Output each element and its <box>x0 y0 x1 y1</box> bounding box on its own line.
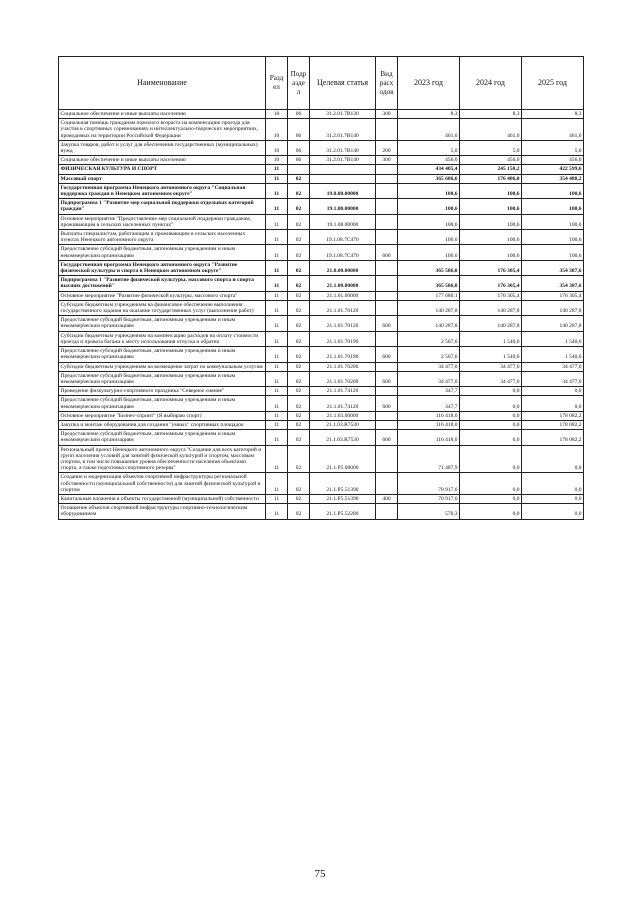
row-podrazdel: 02 <box>288 300 310 315</box>
row-podrazdel: 02 <box>288 174 310 183</box>
table-row <box>59 494 584 503</box>
row-celevaya-statya: 21.1.P5.51390 <box>310 494 376 503</box>
table-row <box>59 445 584 473</box>
row-name: Закупка и монтаж оборудования для создания "умных" спортивных площадок <box>59 420 266 429</box>
row-value-2025: 0,0 <box>522 473 584 495</box>
row-celevaya-statya: 21.1.01.70190 <box>310 331 376 346</box>
row-name: Субсидии бюджетным учреждениям на компенсацию расходов на оплату стоимости проезда и провоза багажа к месту использования отпуска и обратно <box>59 331 266 346</box>
row-value-2025: 0,0 <box>522 445 584 473</box>
row-value-2023: 100,6 <box>398 245 460 260</box>
header-2025: 2025 год <box>522 57 584 110</box>
row-value-2024: 0,0 <box>460 387 522 396</box>
row-name: ФИЗИЧЕСКАЯ КУЛЬТУРА И СПОРТ <box>59 165 266 174</box>
row-value-2023: 116 418,0 <box>398 420 460 429</box>
row-value-2024: 0,0 <box>460 420 522 429</box>
row-value-2025: 140 287,8 <box>522 316 584 331</box>
row-value-2023: 177 680,1 <box>398 291 460 300</box>
row-razdel: 11 <box>266 230 288 245</box>
table-row <box>59 362 584 371</box>
row-value-2024: 8,3 <box>460 110 522 119</box>
row-name: Предоставление субсидий бюджетным, автономным учреждениям и иным некоммерческим организациям <box>59 430 266 445</box>
row-podrazdel: 02 <box>288 494 310 503</box>
row-value-2023: 116 418,0 <box>398 411 460 420</box>
row-name: Социальная помощь гражданам пожилого возраста на компенсацию проезда для участия в спортивных соревнованиях и интеллектуально-творческих мероприятиях, проводимых на территории Российской Федерации <box>59 119 266 141</box>
row-vid-rashodov: 600 <box>376 245 398 260</box>
row-name: Социальное обеспечение и иные выплаты населению <box>59 156 266 165</box>
row-value-2025: 100,6 <box>522 214 584 229</box>
table-row <box>59 140 584 155</box>
row-podrazdel: 02 <box>288 199 310 214</box>
row-name: Субсидии бюджетным учреждениям на возмещение затрат по коммунальным услугам <box>59 362 266 371</box>
row-value-2025: 8,3 <box>522 110 584 119</box>
header-celevaya-statya: Целевая статья <box>310 57 376 110</box>
table-row <box>59 276 584 291</box>
row-name: Предоставление субсидий бюджетным, автономным учреждениям и иным некоммерческим организациям <box>59 316 266 331</box>
row-vid-rashodov: 600 <box>376 347 398 362</box>
row-razdel: 11 <box>266 276 288 291</box>
table-row <box>59 199 584 214</box>
row-podrazdel: 02 <box>288 396 310 411</box>
row-celevaya-statya: 19.0.00.00000 <box>310 183 376 198</box>
row-value-2023: 365 686,6 <box>398 174 460 183</box>
row-value-2025: 5,0 <box>522 140 584 155</box>
row-value-2023: 5,0 <box>398 140 460 155</box>
row-podrazdel: 02 <box>288 362 310 371</box>
row-podrazdel: 02 <box>288 245 310 260</box>
row-podrazdel: 02 <box>288 183 310 198</box>
row-razdel: 11 <box>266 174 288 183</box>
table-row <box>59 396 584 411</box>
table-row <box>59 420 584 429</box>
row-name: Социальное обеспечение и иные выплаты населению <box>59 110 266 119</box>
table-row <box>59 214 584 229</box>
row-vid-rashodov <box>376 230 398 245</box>
row-value-2023: 434 405,4 <box>398 165 460 174</box>
row-value-2024: 176 305,4 <box>460 291 522 300</box>
row-value-2024: 100,6 <box>460 214 522 229</box>
row-value-2024: 461,0 <box>460 119 522 141</box>
row-value-2024: 0,0 <box>460 494 522 503</box>
row-value-2025: 354 387,6 <box>522 276 584 291</box>
row-value-2025: 178 082,2 <box>522 411 584 420</box>
row-value-2025: 456,0 <box>522 156 584 165</box>
row-celevaya-statya: 31.2.01.7В140 <box>310 119 376 141</box>
row-razdel: 11 <box>266 420 288 429</box>
row-celevaya-statya: 21.1.03.00000 <box>310 411 376 420</box>
row-name: Проведение физкультурно-спортивного праздника "Северное сияние" <box>59 387 266 396</box>
row-razdel: 11 <box>266 387 288 396</box>
row-vid-rashodov <box>376 331 398 346</box>
row-value-2025: 100,6 <box>522 199 584 214</box>
row-vid-rashodov <box>376 411 398 420</box>
row-value-2024: 140 287,8 <box>460 316 522 331</box>
row-value-2023: 70 917,6 <box>398 494 460 503</box>
row-value-2023: 570,3 <box>398 504 460 519</box>
row-value-2025: 461,0 <box>522 119 584 141</box>
table-row <box>59 245 584 260</box>
row-podrazdel: 02 <box>288 445 310 473</box>
row-value-2023: 100,6 <box>398 214 460 229</box>
table-row <box>59 504 584 519</box>
table-row <box>59 165 584 174</box>
row-razdel: 11 <box>266 260 288 275</box>
row-celevaya-statya: 19.1.08.7С470 <box>310 245 376 260</box>
row-celevaya-statya: 21.1.01.74120 <box>310 387 376 396</box>
row-razdel: 11 <box>266 214 288 229</box>
row-razdel: 11 <box>266 494 288 503</box>
row-value-2024: 100,6 <box>460 245 522 260</box>
row-celevaya-statya: 21.1.01.70190 <box>310 347 376 362</box>
row-podrazdel: 06 <box>288 140 310 155</box>
row-value-2023: 2 567,6 <box>398 331 460 346</box>
row-podrazdel: 02 <box>288 430 310 445</box>
table-row <box>59 473 584 495</box>
row-razdel: 11 <box>266 165 288 174</box>
table-row <box>59 430 584 445</box>
row-value-2023: 456,0 <box>398 156 460 165</box>
row-value-2025: 0,0 <box>522 387 584 396</box>
row-podrazdel: 02 <box>288 316 310 331</box>
row-vid-rashodov <box>376 214 398 229</box>
row-vid-rashodov <box>376 300 398 315</box>
header-vid-rashodov: Вид расх одов <box>376 57 398 110</box>
row-vid-rashodov: 400 <box>376 494 398 503</box>
row-podrazdel <box>288 165 310 174</box>
row-podrazdel: 06 <box>288 110 310 119</box>
row-value-2023: 8,3 <box>398 110 460 119</box>
table-row <box>59 371 584 386</box>
row-value-2024: 245 150,2 <box>460 165 522 174</box>
row-razdel: 11 <box>266 316 288 331</box>
row-value-2023: 100,6 <box>398 183 460 198</box>
row-value-2023: 461,0 <box>398 119 460 141</box>
row-celevaya-statya: 21.1.01.74120 <box>310 396 376 411</box>
row-vid-rashodov <box>376 387 398 396</box>
row-razdel: 11 <box>266 445 288 473</box>
row-name: Государственная программа Ненецкого автономного округа "Развитие физической культуры и спорта в Ненецком автономном округе" <box>59 260 266 275</box>
row-value-2025: 178 082,2 <box>522 430 584 445</box>
row-vid-rashodov: 600 <box>376 371 398 386</box>
row-value-2024: 100,6 <box>460 230 522 245</box>
row-value-2024: 0,0 <box>460 396 522 411</box>
row-razdel: 11 <box>266 331 288 346</box>
row-value-2025: 34 477,0 <box>522 362 584 371</box>
table-body <box>59 110 584 520</box>
row-razdel: 10 <box>266 119 288 141</box>
row-value-2023: 140 287,8 <box>398 300 460 315</box>
row-vid-rashodov <box>376 473 398 495</box>
row-razdel: 11 <box>266 430 288 445</box>
row-razdel: 11 <box>266 291 288 300</box>
row-value-2025: 0,0 <box>522 504 584 519</box>
row-value-2024: 5,0 <box>460 140 522 155</box>
row-value-2024: 100,6 <box>460 199 522 214</box>
row-value-2025: 140 287,8 <box>522 300 584 315</box>
row-vid-rashodov <box>376 504 398 519</box>
row-podrazdel: 02 <box>288 214 310 229</box>
row-value-2023: 34 477,0 <box>398 371 460 386</box>
header-podrazdel: Подр азде л <box>288 57 310 110</box>
row-razdel: 11 <box>266 473 288 495</box>
row-celevaya-statya: 31.2.01.7В130 <box>310 110 376 119</box>
row-razdel: 11 <box>266 183 288 198</box>
row-vid-rashodov <box>376 165 398 174</box>
row-value-2024: 34 477,0 <box>460 371 522 386</box>
row-celevaya-statya: 21.0.00.00000 <box>310 260 376 275</box>
row-podrazdel: 02 <box>288 260 310 275</box>
row-value-2025: 1 540,6 <box>522 347 584 362</box>
row-razdel: 10 <box>266 156 288 165</box>
row-value-2025: 34 477,0 <box>522 371 584 386</box>
row-vid-rashodov <box>376 420 398 429</box>
row-vid-rashodov: 600 <box>376 430 398 445</box>
row-celevaya-statya: 21.1.01.00000 <box>310 291 376 300</box>
row-vid-rashodov <box>376 183 398 198</box>
row-vid-rashodov <box>376 445 398 473</box>
row-name: Основное мероприятие "Бизнес-спринт" (Я выбираю спорт) <box>59 411 266 420</box>
table-row <box>59 411 584 420</box>
header-row <box>59 57 584 110</box>
row-value-2025: 354 387,6 <box>522 260 584 275</box>
row-razdel: 11 <box>266 411 288 420</box>
row-name: Субсидии бюджетным учреждениям на финансовое обеспечение выполнения государственного задания на оказание государственных услуг (выполнение работ) <box>59 300 266 315</box>
row-razdel: 11 <box>266 504 288 519</box>
row-name: Предоставление субсидий бюджетным, автономным учреждениям и иным некоммерческим организациям <box>59 347 266 362</box>
row-vid-rashodov: 600 <box>376 316 398 331</box>
row-celevaya-statya: 21.1.P5.52280 <box>310 504 376 519</box>
row-vid-rashodov <box>376 174 398 183</box>
row-name: Создание и модернизация объектов спортивной инфраструктуры региональной собственности (муниципальной собственности) для занятий физической культурой и спортом <box>59 473 266 495</box>
row-razdel: 11 <box>266 199 288 214</box>
row-value-2024: 1 540,6 <box>460 331 522 346</box>
table-row <box>59 316 584 331</box>
row-podrazdel: 02 <box>288 331 310 346</box>
row-name: Предоставление субсидий бюджетным, автономным учреждениям и иным некоммерческим организациям <box>59 371 266 386</box>
row-value-2023: 100,6 <box>398 199 460 214</box>
row-celevaya-statya: 21.1.01.70120 <box>310 300 376 315</box>
row-vid-rashodov: 300 <box>376 110 398 119</box>
row-podrazdel: 06 <box>288 119 310 141</box>
row-value-2024: 0,0 <box>460 504 522 519</box>
row-value-2024: 0,0 <box>460 411 522 420</box>
row-name: Предоставление субсидий бюджетным, автономным учреждениям и иным некоммерческим организациям <box>59 396 266 411</box>
row-vid-rashodov <box>376 260 398 275</box>
row-name: Основное мероприятие "Развитие физической культуры, массового спорта" <box>59 291 266 300</box>
table-row <box>59 300 584 315</box>
row-value-2024: 176 305,4 <box>460 260 522 275</box>
row-value-2025: 100,6 <box>522 230 584 245</box>
row-value-2024: 176 406,0 <box>460 174 522 183</box>
table-row <box>59 119 584 141</box>
row-podrazdel: 02 <box>288 371 310 386</box>
page-number: 75 <box>314 868 326 880</box>
row-podrazdel: 02 <box>288 230 310 245</box>
row-vid-rashodov <box>376 276 398 291</box>
row-vid-rashodov: 600 <box>376 396 398 411</box>
row-name: Оснащение объектов спортивной инфраструктуры спортивно-технологическим оборудованием <box>59 504 266 519</box>
row-value-2024: 100,6 <box>460 183 522 198</box>
header-razdel: Разд ел <box>266 57 288 110</box>
row-value-2025: 422 599,6 <box>522 165 584 174</box>
row-celevaya-statya: 21.1.01.70200 <box>310 362 376 371</box>
row-celevaya-statya: 19.1.00.00000 <box>310 199 376 214</box>
budget-table <box>58 56 584 520</box>
row-value-2023: 34 477,0 <box>398 362 460 371</box>
row-celevaya-statya <box>310 174 376 183</box>
row-vid-rashodov <box>376 199 398 214</box>
row-value-2023: 347,7 <box>398 396 460 411</box>
row-podrazdel: 02 <box>288 387 310 396</box>
row-razdel: 11 <box>266 300 288 315</box>
row-value-2023: 70 917,6 <box>398 473 460 495</box>
row-podrazdel: 02 <box>288 276 310 291</box>
row-value-2023: 116 418,0 <box>398 430 460 445</box>
row-podrazdel: 02 <box>288 411 310 420</box>
row-vid-rashodov: 300 <box>376 156 398 165</box>
row-celevaya-statya: 21.1.03.R7530 <box>310 420 376 429</box>
row-value-2025: 0,0 <box>522 396 584 411</box>
row-celevaya-statya: 21.1.01.70120 <box>310 316 376 331</box>
row-celevaya-statya: 19.1.08.00000 <box>310 214 376 229</box>
row-value-2024: 0,0 <box>460 445 522 473</box>
table-row <box>59 291 584 300</box>
row-value-2023: 71 487,9 <box>398 445 460 473</box>
table-row <box>59 183 584 198</box>
row-razdel: 10 <box>266 140 288 155</box>
row-vid-rashodov: 200 <box>376 140 398 155</box>
row-podrazdel: 02 <box>288 473 310 495</box>
row-value-2025: 178 082,2 <box>522 420 584 429</box>
row-razdel: 11 <box>266 362 288 371</box>
row-celevaya-statya: 19.1.08.7С470 <box>310 230 376 245</box>
row-value-2024: 34 477,0 <box>460 362 522 371</box>
table-row <box>59 260 584 275</box>
row-razdel: 11 <box>266 347 288 362</box>
row-value-2023: 2 567,6 <box>398 347 460 362</box>
row-celevaya-statya: 21.1.01.70200 <box>310 371 376 386</box>
row-value-2023: 100,6 <box>398 230 460 245</box>
row-name: Предоставление субсидий бюджетным, автономным учреждениям и иным некоммерческим организациям <box>59 245 266 260</box>
row-podrazdel: 02 <box>288 291 310 300</box>
row-value-2024: 176 305,4 <box>460 276 522 291</box>
table-row <box>59 110 584 119</box>
header-2023: 2023 год <box>398 57 460 110</box>
row-celevaya-statya: 31.2.01.7В140 <box>310 156 376 165</box>
row-celevaya-statya <box>310 165 376 174</box>
row-value-2023: 347,7 <box>398 387 460 396</box>
row-podrazdel: 02 <box>288 504 310 519</box>
row-name: Подпрограмма 1 "Развитие мер социальной поддержки отдельных категорий граждан" <box>59 199 266 214</box>
row-name: Основное мероприятие "Предоставление мер социальной поддержки гражданам, проживающим в сельских населенных пунктах" <box>59 214 266 229</box>
row-celevaya-statya: 21.1.P5.51390 <box>310 473 376 495</box>
row-razdel: 11 <box>266 396 288 411</box>
row-razdel: 10 <box>266 110 288 119</box>
row-podrazdel: 06 <box>288 156 310 165</box>
table-row <box>59 156 584 165</box>
row-name: Закупка товаров, работ и услуг для обеспечения государственных (муниципальных) нужд <box>59 140 266 155</box>
row-value-2024: 0,0 <box>460 430 522 445</box>
row-name: Государственная программа Ненецкого автономного округа "Социальная поддержка граждан в Ненецком автономном округе" <box>59 183 266 198</box>
table-row <box>59 387 584 396</box>
row-value-2023: 365 586,0 <box>398 276 460 291</box>
row-celevaya-statya: 21.1.03.R7530 <box>310 430 376 445</box>
row-name: Капитальные вложения в объекты государственной (муниципальной) собственности <box>59 494 266 503</box>
row-value-2025: 354 488,2 <box>522 174 584 183</box>
header-name: Наименование <box>59 57 266 110</box>
row-value-2025: 100,6 <box>522 183 584 198</box>
row-celevaya-statya: 31.2.01.7В140 <box>310 140 376 155</box>
row-value-2023: 365 586,0 <box>398 260 460 275</box>
row-vid-rashodov <box>376 119 398 141</box>
row-value-2024: 1 540,6 <box>460 347 522 362</box>
row-name: Массовый спорт <box>59 174 266 183</box>
row-celevaya-statya: 21.1.00.00000 <box>310 276 376 291</box>
table-row <box>59 347 584 362</box>
row-vid-rashodov <box>376 291 398 300</box>
row-value-2024: 140 287,8 <box>460 300 522 315</box>
row-name: Выплаты специалистам, работающим и проживающим в сельских населенных пунктах Ненецкого автономного округа <box>59 230 266 245</box>
row-value-2025: 1 540,6 <box>522 331 584 346</box>
table-row <box>59 174 584 183</box>
row-podrazdel: 02 <box>288 420 310 429</box>
table-row <box>59 230 584 245</box>
row-name: Региональный проект Ненецкого автономного округа "Создание для всех категорий и групп населения условий для занятий физической культурой и спортом, массовым спортом, в том числе повышение уровня обеспеченности населения объектами спорта, а также подготовка спортивного резерва" <box>59 445 266 473</box>
row-podrazdel: 02 <box>288 347 310 362</box>
row-value-2024: 456,0 <box>460 156 522 165</box>
row-value-2025: 0,0 <box>522 494 584 503</box>
header-2024: 2024 год <box>460 57 522 110</box>
row-value-2024: 0,0 <box>460 473 522 495</box>
row-value-2023: 140 287,8 <box>398 316 460 331</box>
row-vid-rashodov <box>376 362 398 371</box>
row-value-2025: 100,6 <box>522 245 584 260</box>
row-value-2025: 176 305,4 <box>522 291 584 300</box>
row-celevaya-statya: 21.1.P5.00000 <box>310 445 376 473</box>
table-row <box>59 331 584 346</box>
row-name: Подпрограмма 1 "Развитие физической культуры, массового спорта и спорта высших достижений" <box>59 276 266 291</box>
row-razdel: 11 <box>266 245 288 260</box>
row-razdel: 11 <box>266 371 288 386</box>
